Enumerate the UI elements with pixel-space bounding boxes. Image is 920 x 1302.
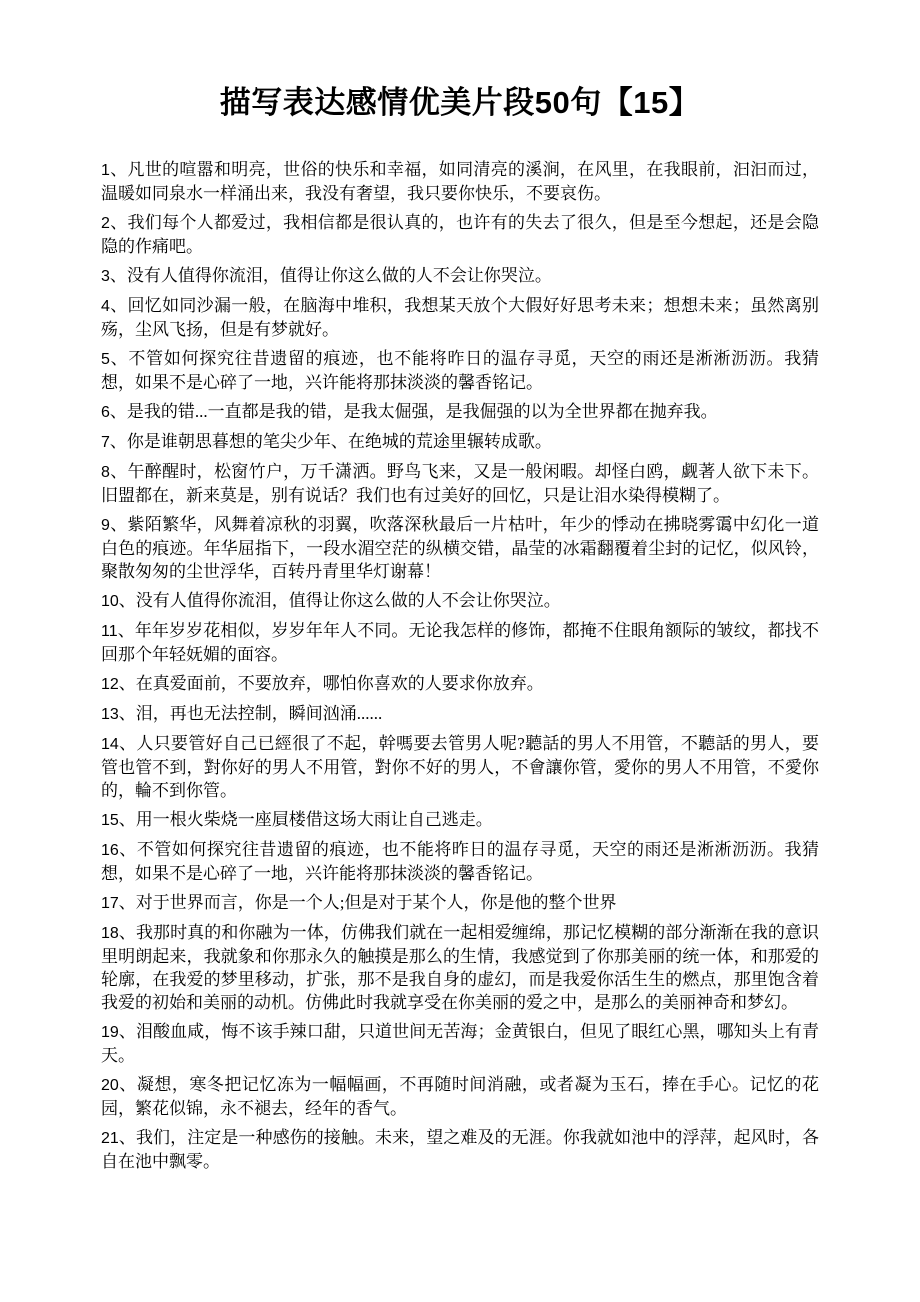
quote-number: 21 (101, 1130, 119, 1147)
quote-item (101, 808, 819, 832)
quote-separator: 、 (118, 1022, 136, 1041)
quote-number: 1 (101, 162, 110, 179)
quote-text: 对于世界而言，你是一个人;但是对于某个人，你是他的整个世界 (135, 893, 617, 912)
quote-text: 是我的错...一直都是我的错，是我太倔强，是我倔强的以为全世界都在抛弃我。 (126, 402, 718, 421)
quote-number: 14 (101, 736, 119, 753)
quote-text: 没有人值得你流泪，值得让你这么做的人不会让你哭泣。 (126, 266, 552, 285)
quote-text: 年年岁岁花相似，岁岁年年人不同。无论我怎样的修饰，都掩不住眼角额际的皱纹，都找不回那个年轻妩媚的面容。 (101, 621, 820, 664)
quote-separator: 、 (109, 266, 127, 285)
quote-number: 20 (101, 1077, 119, 1094)
quote-item (101, 430, 819, 454)
quote-separator: 、 (117, 621, 135, 640)
quote-number: 3 (101, 268, 110, 285)
quote-text: 凡世的喧嚣和明亮，世俗的快乐和幸福，如同清亮的溪涧，在风里，在我眼前，汩汩而过，温暖如同泉水一样涌出来，我没有奢望，我只要你快乐，不要哀伤。 (101, 160, 820, 203)
quote-item (101, 732, 819, 802)
quote-item (101, 702, 819, 726)
quote-text: 我们每个人都爱过，我相信都是很认真的，也许有的失去了很久，但是至今想起，还是会隐隐的作痛吧。 (101, 213, 820, 256)
quote-item (101, 619, 819, 666)
quote-number: 8 (101, 464, 110, 481)
quote-number: 4 (101, 298, 110, 315)
quote-item (101, 400, 819, 424)
quote-separator: 、 (118, 704, 136, 723)
quote-number: 5 (101, 351, 110, 368)
quote-text: 你是谁朝思暮想的笔尖少年、在绝城的荒途里辗转成歌。 (126, 432, 552, 451)
quote-list (101, 158, 819, 1173)
quote-text: 凝想，寒冬把记忆冻为一幅幅画，不再随时间消融，或者凝为玉石，捧在手心。记忆的花园，繁花似锦，永不褪去，经年的香气。 (101, 1075, 820, 1118)
quote-separator: 、 (109, 160, 128, 179)
quote-text: 在真爱面前，不要放弃，哪怕你喜欢的人要求你放弃。 (135, 674, 544, 693)
quote-separator: 、 (109, 432, 127, 451)
quote-item (101, 513, 819, 583)
quote-item (101, 294, 819, 341)
quote-item (101, 460, 819, 507)
quote-item (101, 1073, 819, 1120)
quote-number: 19 (101, 1024, 119, 1041)
quote-number: 9 (101, 517, 110, 534)
quote-item (101, 264, 819, 288)
quote-number: 16 (101, 842, 119, 859)
page-title: 描写表达感情优美片段50句【15】 (219, 85, 701, 120)
quote-separator: 、 (118, 591, 136, 610)
quote-separator: 、 (118, 840, 137, 859)
quote-text: 泪，再也无法控制，瞬间汹涌...... (135, 704, 383, 723)
quote-item (101, 921, 819, 1014)
quote-separator: 、 (109, 213, 128, 232)
quote-text: 午醉醒时，松窗竹户，万千潇洒。野鸟飞来，又是一般闲暇。却怪白鸥，觑著人欲下未下。旧盟都在，新来莫是，别有说话？我们也有过美好的回忆，只是让泪水染得模糊了。 (101, 462, 820, 505)
quote-item (101, 347, 819, 394)
quote-separator: 、 (118, 734, 137, 753)
quote-number: 18 (101, 925, 119, 942)
quote-text: 没有人值得你流泪，值得让你这么做的人不会让你哭泣。 (135, 591, 561, 610)
quote-separator: 、 (118, 1075, 137, 1094)
quote-item (101, 211, 819, 258)
quote-separator: 、 (109, 296, 128, 315)
quote-item (101, 1020, 819, 1067)
quote-separator: 、 (109, 515, 128, 534)
quote-item (101, 158, 819, 205)
quote-text: 回忆如同沙漏一般，在脑海中堆积，我想某天放个大假好好思考未来；想想未来；虽然离别殇，尘风飞扬，但是有梦就好。 (101, 296, 820, 339)
quote-text: 我们，注定是一种感伤的接触。未来，望之难及的无涯。你我就如池中的浮萍，起风时，各自在池中飘零。 (101, 1128, 819, 1171)
quote-text: 人只要管好自己已經很了不起，幹嗎要去管男人呢?聽話的男人不用管，不聽話的男人，要管也管不到，對你好的男人不用管，對你不好的男人，不會讓你管，愛你的男人不用管，不愛你的，輪不到你管。 (101, 734, 820, 800)
quote-separator: 、 (118, 923, 136, 942)
quote-text: 用一根火柴烧一座屓楼借这场大雨让自己逃走。 (135, 810, 493, 829)
quote-item (101, 1126, 819, 1173)
quote-separator: 、 (118, 893, 136, 912)
quote-number: 11 (101, 623, 118, 640)
quote-number: 12 (101, 676, 119, 693)
document-page (101, 0, 819, 1173)
quote-separator: 、 (109, 462, 128, 481)
quote-number: 13 (101, 706, 119, 723)
quote-text: 不管如何探究往昔遗留的痕迹，也不能将昨日的温存寻觅，天空的雨还是淅淅沥沥。我猜想，如果不是心碎了一地，兴许能将那抹淡淡的馨香铭记。 (101, 840, 820, 883)
quote-item (101, 672, 819, 696)
quote-number: 2 (101, 215, 110, 232)
quote-separator: 、 (118, 1128, 136, 1147)
quote-number: 10 (101, 593, 119, 610)
quote-number: 15 (101, 812, 119, 829)
quote-item (101, 891, 819, 915)
quote-text: 我那时真的和你融为一体，仿佛我们就在一起相爱缠绵，那记忆模糊的部分渐渐在我的意识里明朗起来，我就象和你那永久的触摸是那么的生情，我感觉到了你那美丽的统一体，和那爱的轮廓，在我爱的梦里移动，扩张，那不是我自身的虚幻，而是我爱你活生生的燃点，那里饱含着我爱的初始和美丽的动机。仿佛此时我就享受在你美丽的爱之中，是那么的美丽神奇和梦幻。 (101, 923, 819, 1012)
quote-text: 紫陌繁华，风舞着凉秋的羽翼，吹落深秋最后一片枯叶，年少的悸动在拂晓雾霭中幻化一道白色的痕迹。年华屈指下，一段水湄空茫的纵横交错，晶莹的冰霜翻覆着尘封的记忆，似风铃，聚散匆匆的尘世浮华，百转丹青里华灯谢幕！ (101, 515, 820, 581)
quote-separator: 、 (109, 349, 129, 368)
quote-separator: 、 (118, 674, 136, 693)
quote-number: 17 (101, 895, 119, 912)
quote-separator: 、 (118, 810, 136, 829)
quote-number: 6 (101, 404, 110, 421)
quote-separator: 、 (109, 402, 127, 421)
quote-number: 7 (101, 434, 110, 451)
quote-item (101, 838, 819, 885)
quote-text: 泪酸血咸，悔不该手辣口甜，只道世间无苦海；金黄银白，但见了眼红心黑，哪知头上有青天。 (101, 1022, 819, 1065)
quote-item (101, 589, 819, 613)
quote-text: 不管如何探究往昔遗留的痕迹，也不能将昨日的温存寻觅，天空的雨还是淅淅沥沥。我猜想，如果不是心碎了一地，兴许能将那抹淡淡的馨香铭记。 (101, 349, 820, 392)
